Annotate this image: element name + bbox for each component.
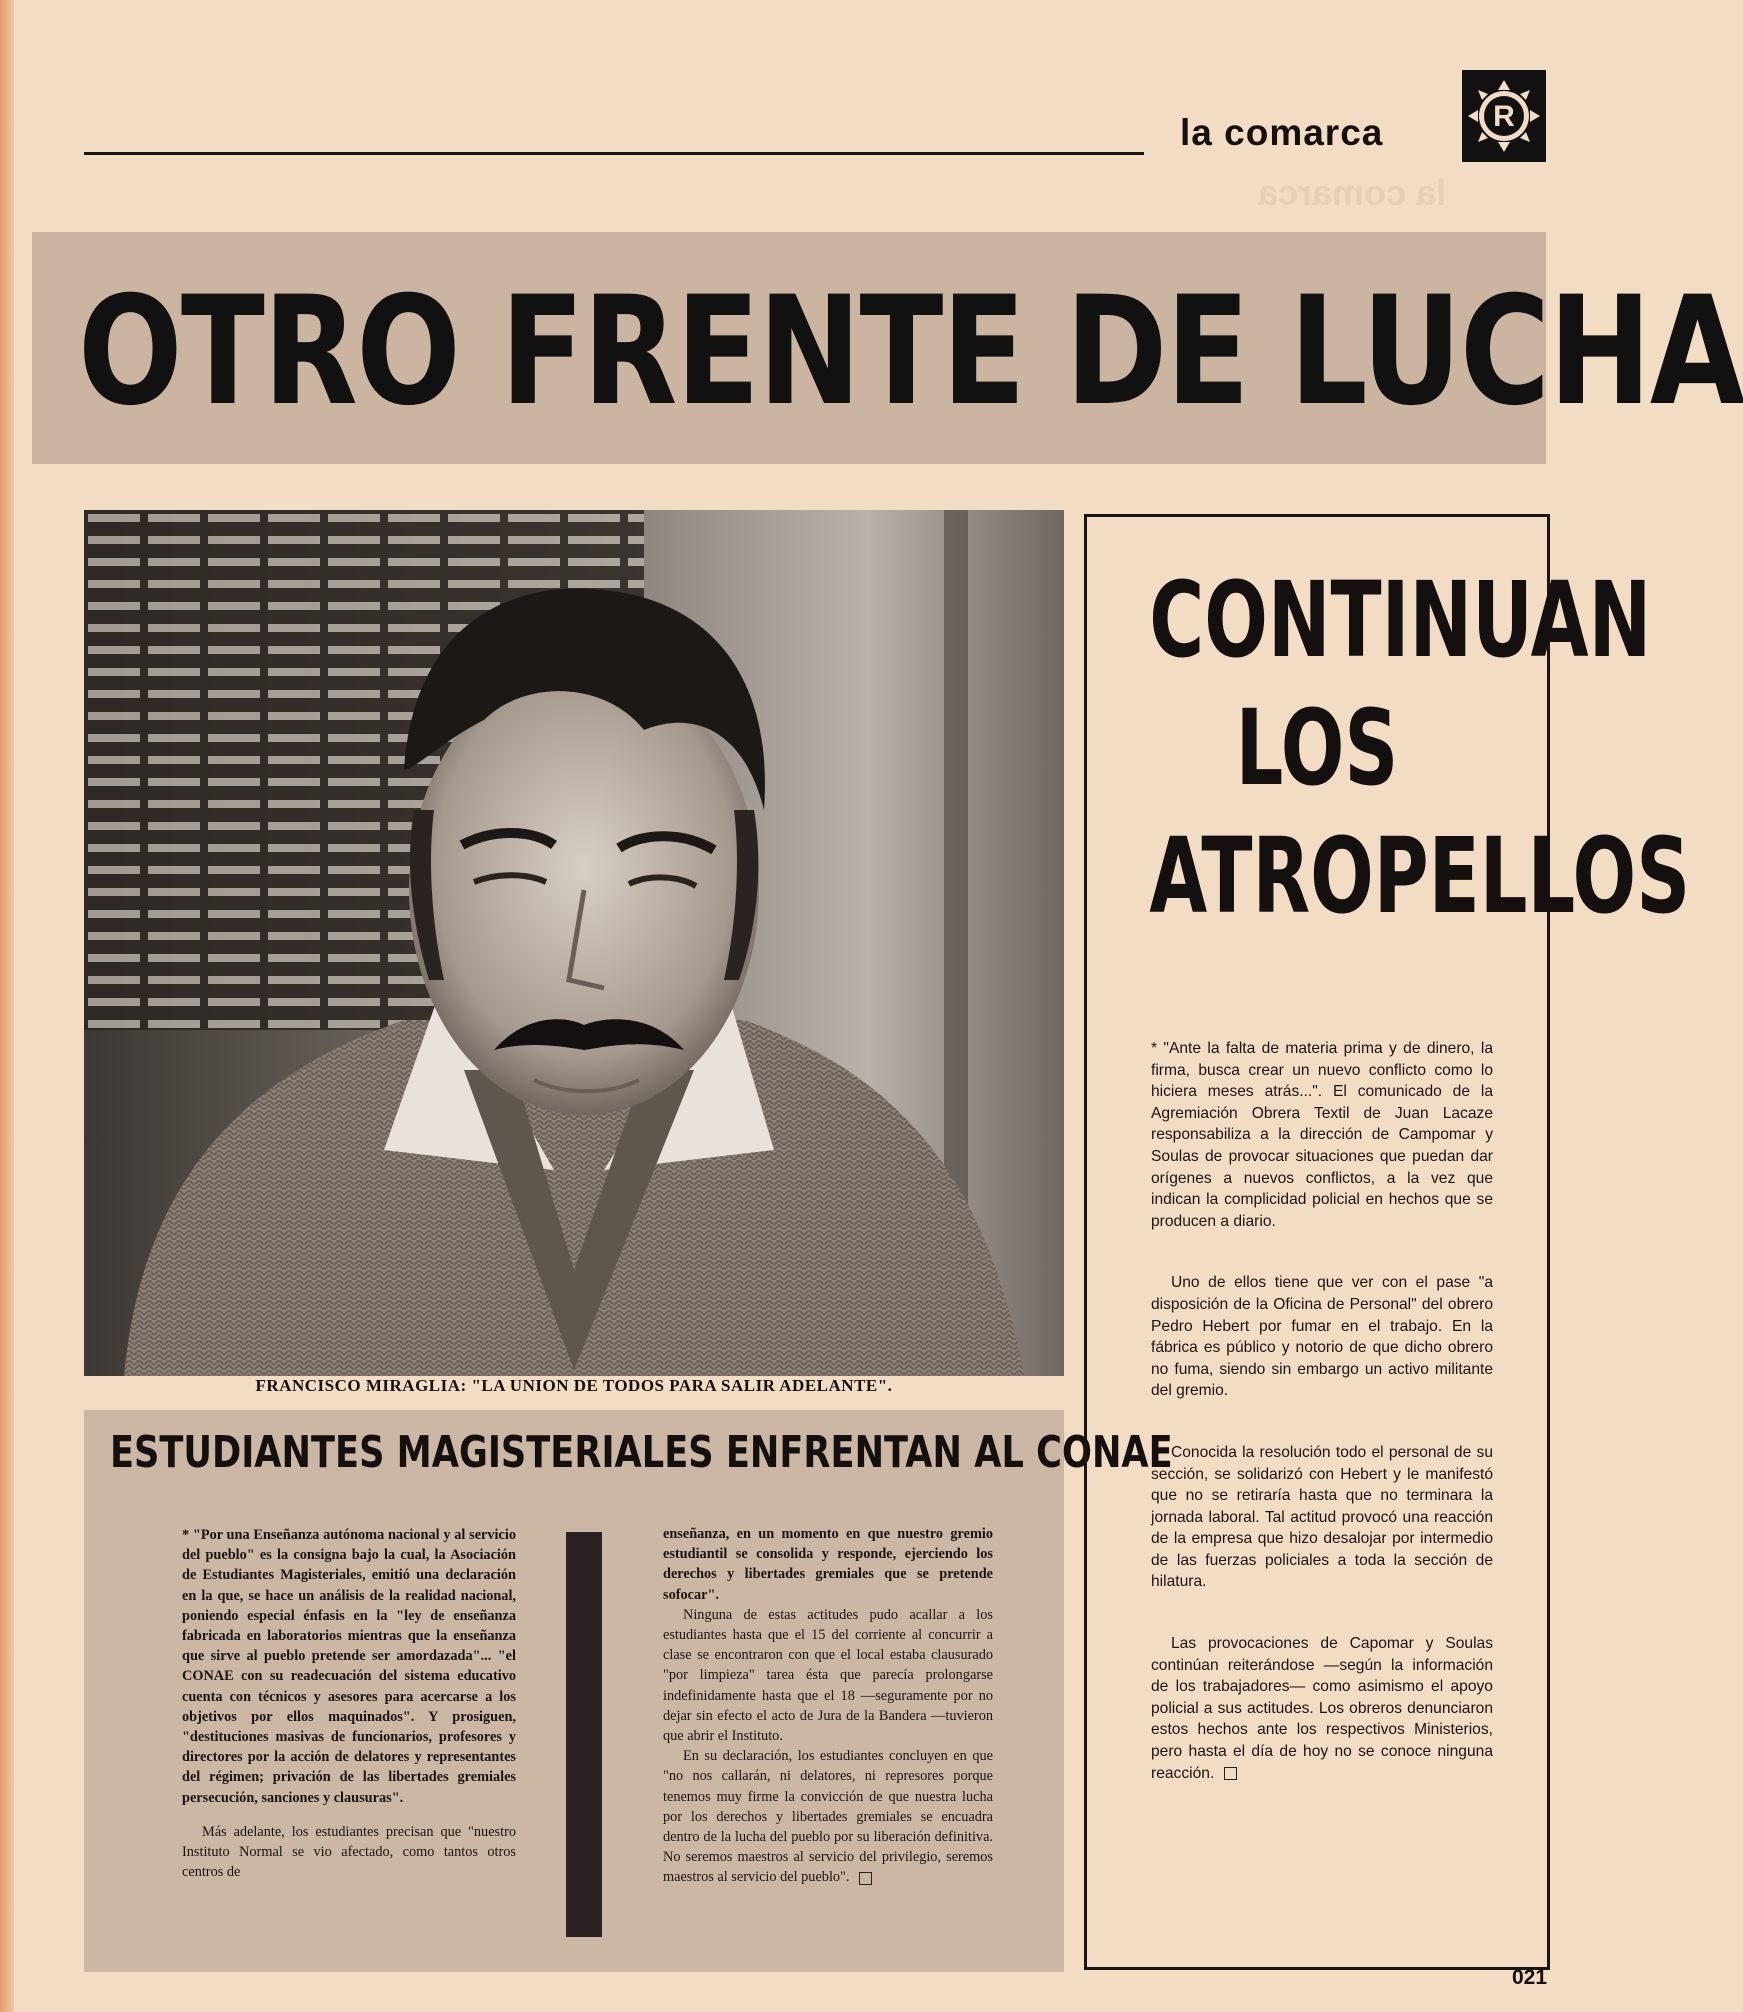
students-paragraph-text: En su declaración, los estudiantes concluyen en que "no nos callarán, ni delatores, ni represores porque tenemos muy firme la convicción de que nuestra lucha por los derechos y libertades gremiales se encuadra dentro de la lucha del pueblo por su liberación definitiva. No seremos maestros al servicio del privilegio, seremos maestros al servicio del pueblo". — [663, 1748, 993, 1886]
students-paragraph — [663, 1746, 993, 1887]
header-rule — [84, 152, 1144, 155]
sidebar-paragraph: Conocida la resolución todo el personal de su sección, se solidarizó con Hebert y le manifestó que no se retiraría hasta que no terminara la jornada laboral. Tal actitud provocó una reacción de la empresa que hizo desalojar por intermedio de las fuerzas policiales a toda la sección de hilatura. — [1151, 1443, 1493, 1591]
main-headline: OTRO FRENTE DE LUCHA — [78, 265, 1743, 439]
end-mark-icon — [859, 1872, 872, 1885]
sidebar-headline-line: CONTINUAN — [1149, 559, 1652, 681]
magazine-logo — [1462, 70, 1546, 162]
students-paragraph: Ninguna de estas actitudes pudo acallar a los estudiantes hasta que el 15 del corriente al concurrir a clase se encontraron con que el local estaba clausurado "por limpieza" tarea ésta que parecía prolongarse indefinidamente hasta que el 18 —seguramente por no dejar sin efecto el acto de Jura de la Bandera —tuvieron que abrir el Instituto. — [663, 1606, 993, 1745]
bleed-through: la comarca — [1257, 172, 1447, 213]
sidebar-paragraph — [1151, 1633, 1493, 1784]
column-divider-bar — [566, 1532, 602, 1937]
students-paragraph: enseñanza, en un momento en que nuestro gremio estudiantil se consolida y responde, ejerciendo los derechos y libertades gremiales que se pretende sofocar". — [663, 1526, 993, 1603]
sidebar-paragraph: Uno de ellos tiene que ver con el pase "a disposición de la Oficina de Personal" del obrero Pedro Hebert por fumar en el trabajo. En la fábrica es público y notorio de que dicho obrero no fuma, siendo sin embargo un activo militante del gremio. — [1151, 1274, 1493, 1400]
sidebar-headline-line: ATROPELLOS — [1149, 815, 1691, 937]
logo-letter: R — [1493, 100, 1515, 133]
page-edge — [0, 0, 14, 2012]
sidebar-headline-line: LOS — [1235, 687, 1399, 809]
sidebar-column — [1151, 1038, 1493, 1918]
students-headline: ESTUDIANTES MAGISTERIALES ENFRENTAN AL CONAE — [110, 1427, 1173, 1478]
portrait-photo — [84, 510, 1064, 1376]
sidebar-headline — [1084, 556, 1691, 946]
students-paragraph: * "Por una Enseñanza autónoma nacional y al servicio del pueblo" es la consigna bajo la cual, la Asociación de Estudiantes Magisteriales, emitió una declaración en la que, se hace un análisis de la realidad nacional, poniendo especial énfasis en la "ley de enseñanza fabricada en laboratorios mientras que la enseñanza que sirve al pueblo pretende ser amordazada"... "el CONAE con su readecuación del sistema educativo cuenta con técnicos y asesores para acercarse a los objetivos por ellos maquinados". Y prosiguen, "destituciones masivas de funcionarios, profesores y directores por la acción de delatores y representantes del régimen; privación de las libertades gremiales persecución, sanciones y clausuras". — [182, 1527, 516, 1806]
students-column-left — [182, 1525, 516, 1965]
end-mark-icon — [1224, 1767, 1237, 1780]
sidebar-paragraph: * "Ante la falta de materia prima y de dinero, la firma, busca crear un nuevo conflicto como lo hiciera meses atrás...". El comunicado de la Agremiación Obrera Textil de Juan Lacaze responsabiliza a la dirección de Campomar y Soulas de provocar situaciones que puedan dar orígenes a nuevos conflictos, a la vez que indican la complicidad policial en hechos que se producen a diario. — [1151, 1040, 1493, 1230]
students-column-right — [663, 1524, 993, 1969]
portrait-illustration — [84, 510, 1064, 1376]
sidebar-paragraph-text: Las provocaciones de Capomar y Soulas continúan reiterándose —según la información de los trabajadores— como asimismo el apoyo policial a sus actitudes. Los obreros denunciaron estos hechos ante los respectivos Ministerios, pero hasta el día de hoy no se conoce ninguna reacción. — [1151, 1635, 1493, 1782]
students-paragraph: Más adelante, los estudiantes precisan que "nuestro Instituto Normal se vio afectado, como tantos otros centros de — [182, 1823, 516, 1881]
section-name: la comarca — [1180, 112, 1384, 153]
photo-caption: FRANCISCO MIRAGLIA: "LA UNION DE TODOS PARA SALIR ADELANTE". — [255, 1376, 893, 1395]
logo-emblem-icon — [1466, 78, 1542, 154]
page-number: 021 — [1512, 1966, 1548, 1989]
